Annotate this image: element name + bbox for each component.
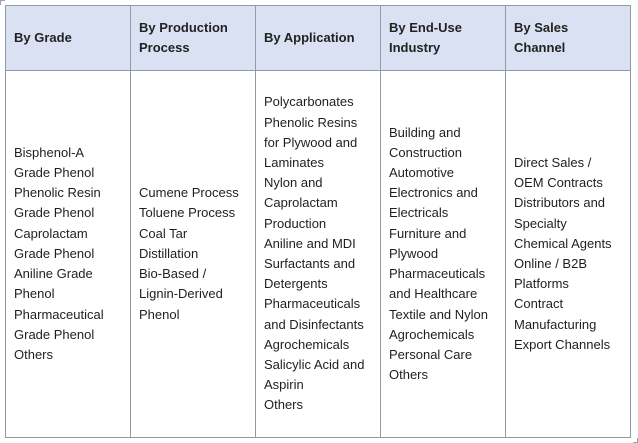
list-item: Others (264, 397, 304, 413)
cell-by-grade (6, 71, 131, 438)
table-body (6, 71, 631, 438)
cell-by-sales-channel (506, 71, 631, 438)
application-list (264, 92, 372, 415)
list-item: Polycarbonates (264, 94, 354, 110)
end-use-industry-list (389, 123, 497, 386)
list-item: Toluene Process (139, 205, 236, 221)
list-item: Aniline Grade Phenol (14, 266, 93, 302)
table-row (6, 71, 631, 438)
list-item: Bisphenol-A Grade Phenol (14, 144, 95, 181)
list-item: Pharmaceuticals and Disinfectants (264, 296, 364, 332)
list-item: Pharmaceuticals and Healthcare (389, 266, 486, 302)
list-item: Surfactants and Detergents (264, 256, 356, 292)
list-item: Distributors and Specialty Chemical Agents (514, 195, 612, 251)
list-item: Coal Tar Distillation (139, 225, 199, 261)
list-item: Agrochemicals (264, 336, 350, 352)
list-item: Textile and Nylon (389, 306, 488, 322)
list-item: Others (14, 346, 54, 362)
list-item: Others (389, 367, 429, 383)
list-item: Contract Manufacturing (514, 296, 597, 332)
cell-by-production-process (131, 71, 256, 438)
list-item: Agrochemicals (389, 326, 475, 342)
grade-list (14, 143, 122, 365)
list-item: Pharmaceutical Grade Phenol (14, 306, 104, 342)
list-item: Phenolic Resin Grade Phenol (14, 185, 101, 221)
production-process-list (139, 183, 247, 324)
list-item: Furniture and Plywood (389, 225, 467, 261)
corner-mark-bottom-right (633, 438, 638, 443)
header-row (6, 6, 631, 71)
list-item: Export Channels (514, 336, 611, 352)
segmentation-table (5, 5, 631, 438)
list-item: Building and Construction (389, 124, 462, 160)
header-by-end-use-industry: By End-Use Industry (381, 6, 506, 71)
list-item: Personal Care (389, 346, 473, 362)
cell-by-application (256, 71, 381, 438)
sales-channel-list (514, 153, 622, 355)
list-item: Salicylic Acid and Aspirin (264, 357, 365, 393)
header-by-sales-channel: By Sales Channel (506, 6, 631, 71)
list-item: Direct Sales / OEM Contracts (514, 154, 603, 191)
list-item: Bio-Based / Lignin-Derived Phenol (139, 266, 223, 322)
header-by-grade: By Grade (6, 6, 131, 71)
list-item: Online / B2B Platforms (514, 256, 587, 292)
list-item: Caprolactam Grade Phenol (14, 225, 95, 261)
cell-by-end-use-industry (381, 71, 506, 438)
list-item: Automotive (389, 165, 455, 181)
header-by-production-process: By Production Process (131, 6, 256, 71)
list-item: Nylon and Caprolactam Production (264, 175, 338, 231)
table-header (6, 6, 631, 71)
list-item: Electronics and Electricals (389, 185, 478, 221)
list-item: Phenolic Resins for Plywood and Laminates (264, 114, 358, 170)
list-item: Aniline and MDI (264, 235, 356, 251)
list-item: Cumene Process (139, 185, 239, 201)
header-by-application: By Application (256, 6, 381, 71)
